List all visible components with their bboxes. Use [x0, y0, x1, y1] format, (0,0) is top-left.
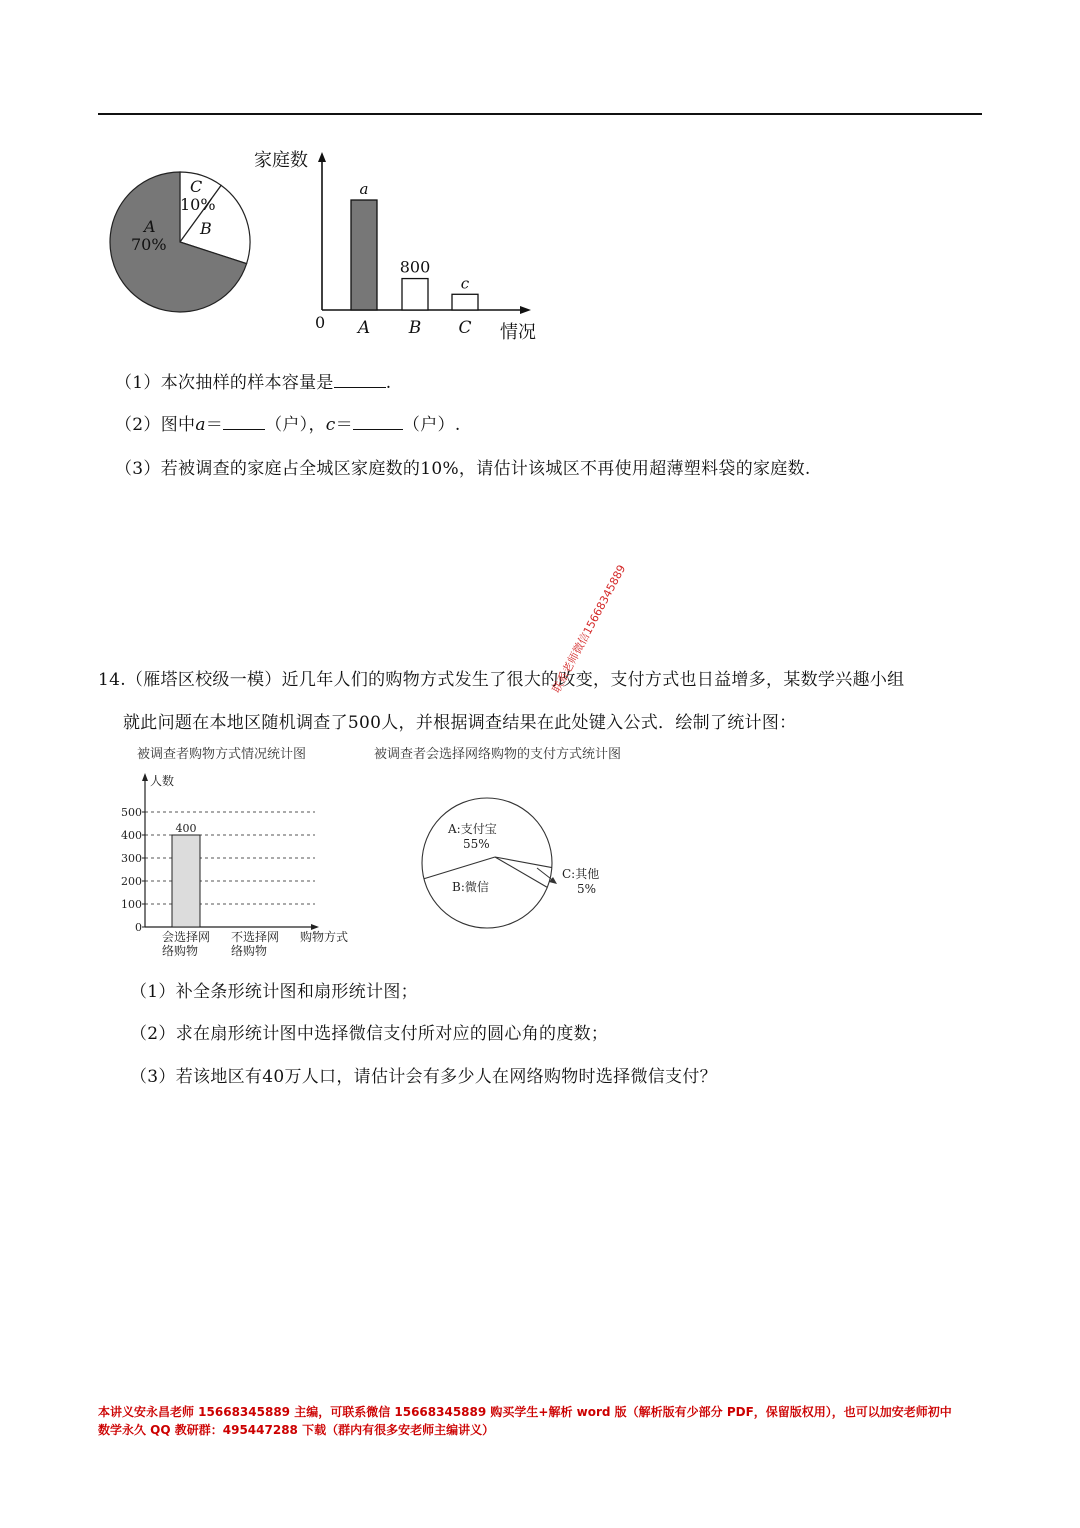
q13-part2: [115, 410, 461, 435]
pie-outline: [422, 798, 552, 928]
pie-label-other: C:其他: [562, 867, 600, 881]
x-tick-B: B: [408, 318, 422, 338]
q13-var-a: a: [195, 415, 206, 435]
q14-bar-chart: [110, 765, 380, 970]
x-axis-label: 情况: [500, 322, 536, 343]
y-axis-label: 家庭数: [254, 150, 308, 171]
x-tick-A: A: [357, 318, 371, 338]
pie-percent-other: 5%: [577, 882, 597, 896]
x-tick-offline-line2: 络购物: [231, 944, 268, 958]
q14-part2: （2）求在扇形统计图中选择微信支付所对应的圆心角的度数；: [130, 1024, 609, 1044]
q13-part2-prefix: （2）图中: [115, 415, 196, 435]
x-tick-online-line2: 络购物: [162, 944, 199, 958]
bar-label-online: 400: [175, 822, 197, 835]
q14-pie-title: 被调查者会选择网络购物的支付方式统计图: [374, 747, 622, 762]
q13-eq-c: ＝: [335, 415, 353, 435]
x-tick-C: C: [458, 318, 472, 338]
bar-B: [402, 279, 428, 310]
q14-bar-title: 被调查者购物方式情况统计图: [137, 747, 307, 762]
x-axis-arrow: [520, 306, 531, 314]
watermark: 联系老师微信15668345889: [549, 562, 629, 696]
pie-percent-alipay: 55%: [463, 837, 490, 851]
q13-part1-end: .: [385, 373, 392, 393]
y-tick-300: 300: [121, 852, 142, 865]
pie-label-C: C: [190, 177, 203, 196]
x-axis-label: 购物方式: [300, 930, 349, 944]
bar-C: [452, 294, 478, 310]
q13-part3: （3）若被调查的家庭占全城区家庭数的10%，请估计该城区不再使用超薄塑料袋的家庭数.: [115, 459, 811, 479]
q13-blank-c: [353, 415, 403, 430]
q13-unit-a: （户），: [265, 415, 326, 435]
y-axis-label: 人数: [150, 774, 175, 788]
bar-label-C: c: [460, 274, 470, 293]
q13-part1-text: （1）本次抽样的样本容量是: [115, 373, 334, 393]
pie-label-wechat: B:微信: [452, 880, 489, 894]
pie-percent-A: 70%: [131, 235, 167, 254]
y-axis-arrow: [318, 152, 326, 162]
y-tick-0: 0: [135, 921, 142, 934]
y-tick-200: 200: [121, 875, 142, 888]
q13-pie-chart: [100, 160, 260, 325]
bar-label-A: a: [359, 180, 369, 198]
bar-online: [172, 835, 200, 927]
bar-A: [351, 200, 377, 310]
pie-percent-C: 10%: [180, 195, 216, 214]
q13-bar-chart: [240, 140, 560, 350]
q14-pie-chart: [415, 795, 615, 935]
q13-blank-sample: [334, 373, 386, 388]
bar-label-B: 800: [399, 257, 431, 277]
q14-stem-line1: 14.（雁塔区校级一模）近几年人们的购物方式发生了很大的改变，支付方式也日益增多，某数学兴趣小组: [98, 670, 905, 690]
q13-eq-a: ＝: [205, 415, 224, 435]
x-tick-online-line1: 会选择网: [162, 930, 211, 944]
x-tick-offline-line1: 不选择网: [231, 930, 280, 944]
y-tick-100: 100: [121, 898, 142, 911]
origin-label: 0: [315, 313, 326, 332]
pie-label-alipay: A:支付宝: [448, 822, 497, 836]
q14-stem-line2: 就此问题在本地区随机调查了500人，并根据调查结果在此处键入公式．绘制了统计图：: [123, 713, 797, 733]
y-tick-500: 500: [121, 806, 142, 819]
y-axis-arrow: [142, 773, 148, 781]
header-rule: [98, 113, 982, 115]
q13-blank-a: [223, 415, 265, 430]
footer-line1: 本讲义安永昌老师 15668345889 主编，可联系微信 15668345889 购买学生+解析 word 版（解析版有少部分 PDF，保留版权用），也可以加安老师初中: [98, 1405, 952, 1419]
q13-part1: [115, 368, 391, 393]
pie-label-B: B: [200, 219, 212, 238]
q13-var-c: c: [325, 415, 336, 435]
q14-part3: （3）若该地区有40万人口，请估计会有多少人在网络购物时选择微信支付？: [130, 1067, 717, 1087]
y-tick-400: 400: [121, 829, 142, 842]
pie-label-A: A: [144, 217, 156, 236]
q14-part1: （1）补全条形统计图和扇形统计图；: [130, 982, 418, 1002]
q13-unit-c: （户）.: [402, 415, 461, 435]
footer-notice: [98, 1403, 988, 1439]
footer-line2: 数学永久 QQ 教研群：495447288 下载（群内有很多安老师主编讲义）: [98, 1423, 495, 1437]
